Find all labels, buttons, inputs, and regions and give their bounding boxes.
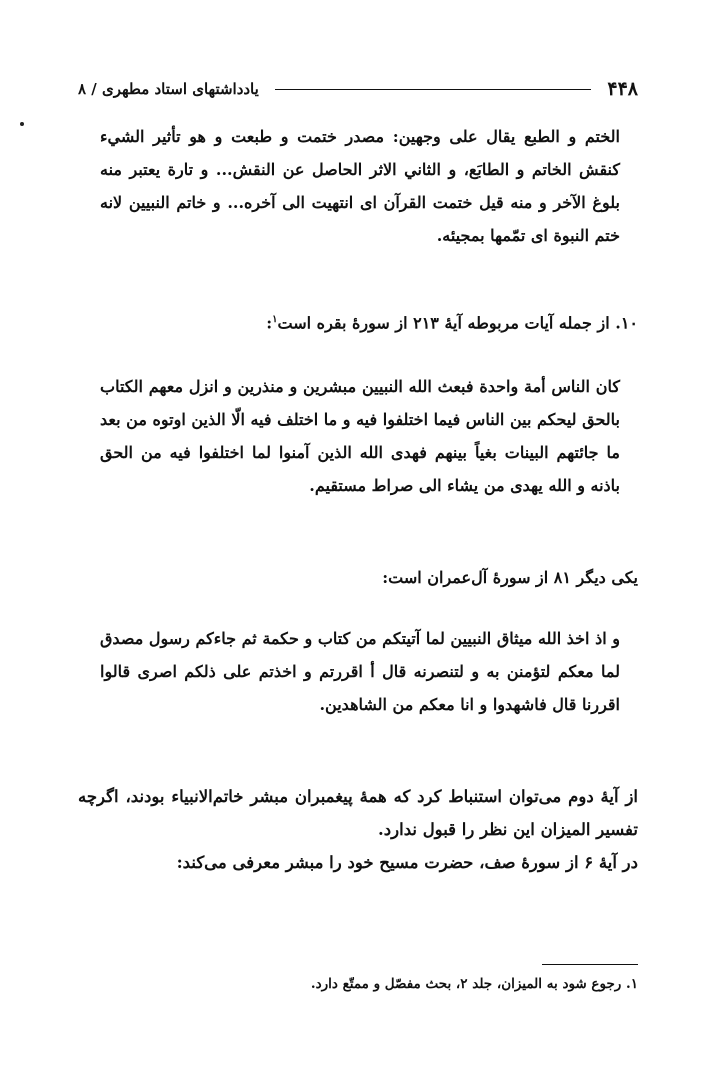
page-header xyxy=(78,76,638,102)
quote-surah-baqara xyxy=(100,370,620,502)
footnote-marker: ۱ xyxy=(272,314,278,325)
item-10-line: ۱۰. از جمله آیات مربوطه آیهٔ ۲۱۳ از سورهٔ بقره است$^۱$: xyxy=(266,313,638,333)
body-paragraph-2: در آیهٔ ۶ از سورهٔ صف، حضرت مسیح خود را مبشر معرفی می‌کند: xyxy=(176,853,638,872)
footnote-rule xyxy=(542,964,638,965)
margin-dot xyxy=(20,122,24,126)
quote-imran-text: و اذ اخذ الله ميثاق النبيين لما آتيتكم من كتاب و حكمة ثم جاءكم رسول مصدق لما معكم لتؤمنن به و لتنصرنه قال أ اقررتم و اخذتم على ذلكم اصرى قالوا اقررنا قال فاشهدوا و انا معكم من الشاهدين. xyxy=(100,629,620,714)
quote-definition-text: الختم و الطبع يقال على وجهين: مصدر ختمت و طبعت و هو تأثير الشيء كنقش الخاتم و الطابَع، و الثاني الاثر الحاصل عن النقش... و تارة يعتبر منه بلوغ الآخر و منه قيل ختمت القرآن اى انتهيت الى آخره... و خاتم النبيين لانه ختم النبوة اى تمّمها بمجيئه. xyxy=(100,127,620,245)
header-rule xyxy=(275,89,592,90)
footnote: ۱. رجوع شود به المیزان، جلد ۲، بحث مفصّل و ممتّع دارد. xyxy=(310,976,638,992)
item-10-intro xyxy=(78,304,638,339)
quote-baqara-text: كان الناس أمة واحدة فبعث الله النبيين مبشرين و منذرين و انزل معهم الكتاب بالحق ليحكم بين الناس فيما اختلفوا فيه و ما اختلف فيه الّا الذين اوتوه من بعد ما جائتهم البينات بغياً بينهم فهدى الله الذين آمنوا لما اختلفوا فيه من الحق باذنه و الله يهدى من يشاء الى صراط مستقيم. xyxy=(100,377,621,495)
quote-surah-imran xyxy=(100,622,620,721)
page-number: ۴۴۸ xyxy=(607,78,638,100)
running-title: یادداشتهای استاد مطهری / ۸ xyxy=(78,80,259,98)
body-paragraph-1: از آیهٔ دوم می‌توان استنباط کرد که همهٔ پیغمبران مبشر خاتم‌الانبیاء بودند، اگرچه تفسیر المیزان این نظر را قبول ندارد. xyxy=(78,787,638,839)
other-verse-text: یکی دیگر ۸۱ از سورهٔ آل‌عمران است: xyxy=(382,568,638,587)
arabic-quote-definition xyxy=(100,120,620,252)
other-verse-intro xyxy=(78,562,638,594)
item-10-text: ۱۰. از جمله آیات مربوطه آیهٔ ۲۱۳ از سورهٔ بقره است xyxy=(277,313,638,333)
body-paragraphs xyxy=(78,780,638,879)
